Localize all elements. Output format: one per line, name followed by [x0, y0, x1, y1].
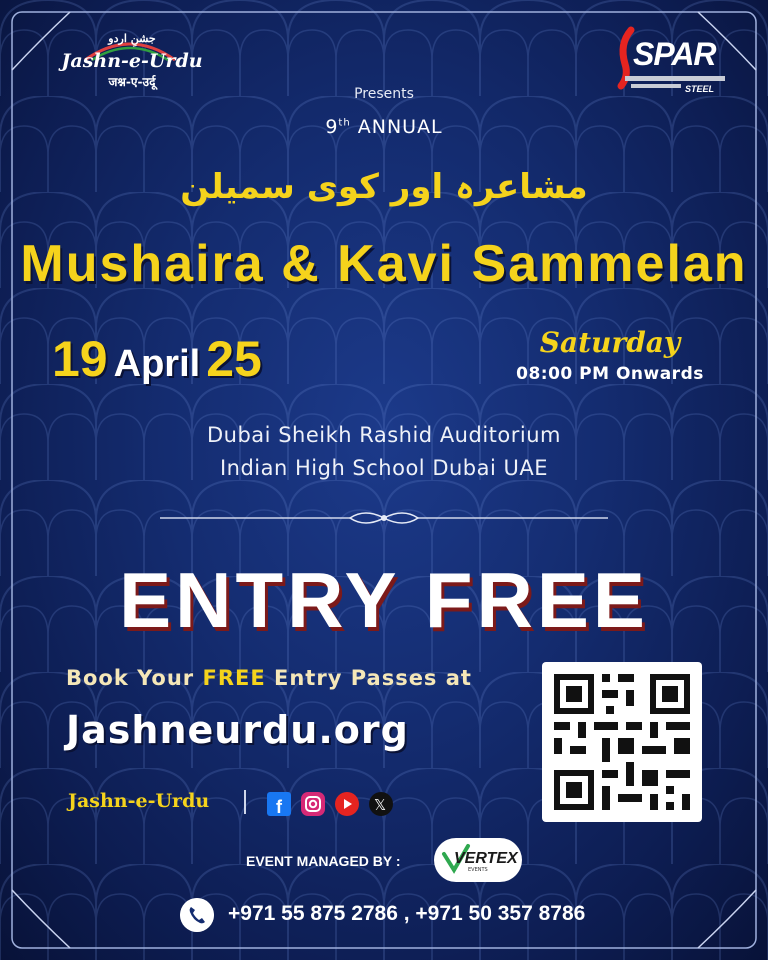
entry-free-heading: ENTRY FREE [119, 556, 649, 644]
booking-text [66, 666, 472, 690]
date-month: April [113, 343, 201, 385]
social-separator [244, 790, 246, 814]
social-brand: Jashn-e-Urdu [68, 790, 210, 812]
qr-code-icon [542, 662, 702, 822]
logo-urdu-text: جشنِ اردو [108, 32, 156, 45]
event-time: 08:00 PM Onwards [516, 364, 704, 384]
date-day: 19 [52, 331, 108, 387]
x-icon[interactable] [368, 791, 394, 817]
date-year: 25 [206, 331, 262, 387]
venue-line-2: Indian High School Dubai UAE [219, 456, 549, 480]
vertex-name: VERTEX [454, 850, 518, 867]
managed-by-label: EVENT MANAGED BY : [246, 853, 401, 869]
vertex-events-logo [434, 838, 522, 882]
phone-numbers[interactable]: +971 55 875 2786 , +971 50 357 8786 [228, 902, 586, 925]
logo-script-text: Jashn-e-Urdu [61, 50, 203, 72]
presents-text: Presents [354, 86, 414, 102]
booking-suffix: Entry Passes at [274, 666, 472, 690]
annual-suffix: th [338, 117, 351, 129]
booking-prefix: Book Your [66, 666, 195, 690]
annual-word: ANNUAL [357, 116, 443, 138]
jashn-e-urdu-logo [52, 30, 212, 90]
spar-sub: STEEL [685, 84, 715, 94]
facebook-glyph: f [276, 797, 282, 817]
website-link[interactable]: Jashneurdu.org [66, 708, 409, 752]
ornament-divider [160, 508, 608, 528]
venue-line-1: Dubai Sheikh Rashid Auditorium [207, 423, 561, 447]
annual-number: 9 [325, 116, 339, 138]
logo-hindi-text: जश्न-ए-उर्दू [108, 75, 156, 89]
event-weekday: Saturday [539, 326, 681, 359]
qr-code[interactable] [542, 662, 702, 822]
main-title: Mushaira & Kavi Sammelan [20, 235, 748, 293]
youtube-icon[interactable] [334, 791, 360, 817]
facebook-icon[interactable] [266, 791, 292, 817]
instagram-icon[interactable] [300, 791, 326, 817]
x-glyph: 𝕏 [374, 796, 387, 814]
spar-name: SPAR [633, 36, 716, 72]
urdu-title: مشاعرہ اور کوی سمیلن [180, 167, 588, 207]
booking-free: FREE [202, 666, 266, 690]
vertex-sub: EVENTS [468, 867, 488, 873]
event-date [52, 330, 262, 388]
annual-text [0, 116, 768, 138]
phone-icon [180, 898, 214, 932]
